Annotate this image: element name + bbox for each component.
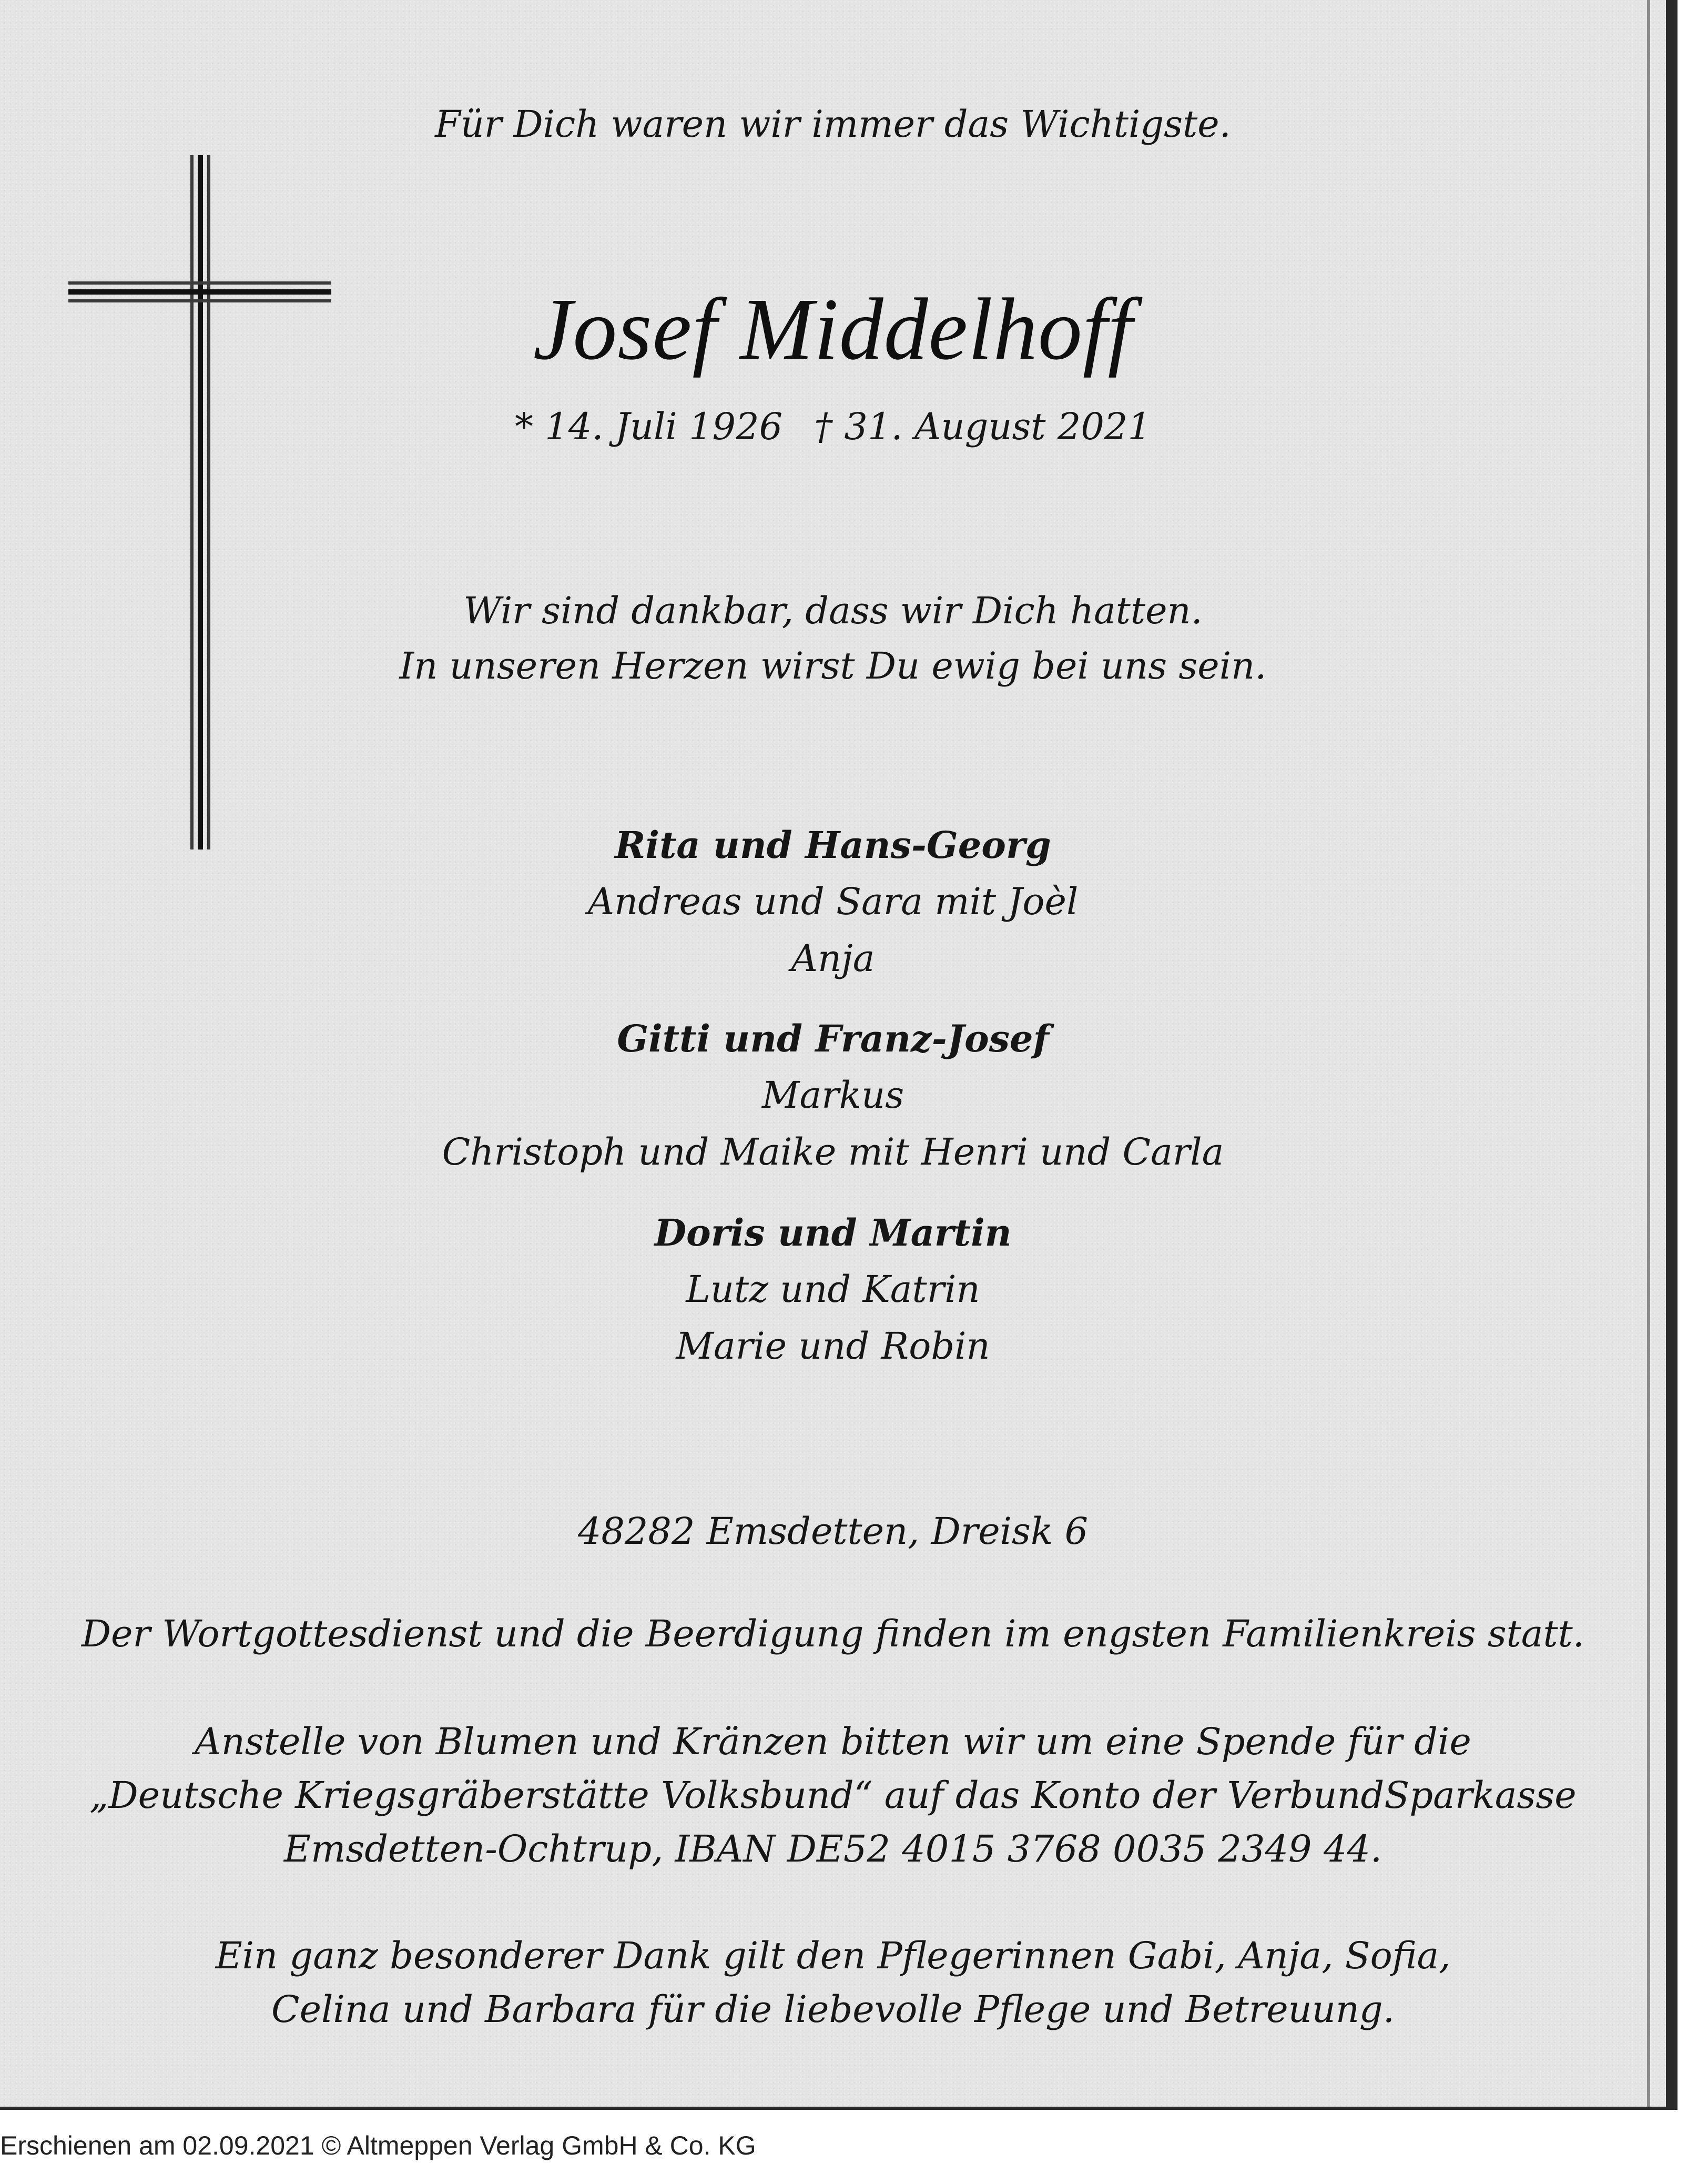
- family-member: Andreas und Sara mit Joèl: [587, 880, 1079, 923]
- family-head: Doris und Martin: [654, 1211, 1012, 1255]
- motto: Für Dich waren wir immer das Wichtigste.: [435, 103, 1231, 146]
- service-note: Der Wortgottesdienst und die Beerdigung finden im engsten Familienkreis statt.: [81, 1612, 1585, 1655]
- death-date: † 31. August 2021: [814, 405, 1151, 448]
- family-member: Marie und Robin: [676, 1324, 990, 1368]
- donation-line: Anstelle von Blumen und Kränzen bitten wir um eine Spende für die: [195, 1720, 1471, 1763]
- family-member: Anja: [791, 937, 875, 980]
- family-member: Lutz und Katrin: [686, 1268, 980, 1311]
- address: 48282 Emsdetten, Dreisk 6: [577, 1510, 1089, 1553]
- thanks-line: Ein ganz besonderer Dank gilt den Pflegerinnen Gabi, Anja, Sofia,: [215, 1934, 1451, 1977]
- family-member: Markus: [761, 1074, 904, 1117]
- cross-icon: [68, 155, 331, 850]
- donation-line: „Deutsche Kriegsgräberstätte Volksbund“ auf das Konto der VerbundSparkasse: [89, 1774, 1577, 1817]
- publication-footer: Erschienen am 02.09.2021 © Altmeppen Verlag GmbH & Co. KG: [0, 2131, 756, 2160]
- family-head: Rita und Hans-Georg: [615, 823, 1051, 867]
- donation-line: Emsdetten-Ochtrup, IBAN DE52 4015 3768 0035 2349 44.: [283, 1827, 1382, 1870]
- deceased-name: Josef Middelhoff: [533, 280, 1133, 378]
- family-head: Gitti und Franz-Josef: [617, 1017, 1049, 1060]
- verse-line: In unseren Herzen wirst Du ewig bei uns sein.: [399, 644, 1267, 687]
- family-member: Christoph und Maike mit Henri und Carla: [442, 1130, 1224, 1174]
- verse-line: Wir sind dankbar, dass wir Dich hatten.: [463, 589, 1203, 632]
- life-dates: [0, 405, 1666, 448]
- birth-date: * 14. Juli 1926: [515, 405, 783, 448]
- thanks-line: Celina und Barbara für die liebevolle Pflege und Betreuung.: [271, 1988, 1395, 2031]
